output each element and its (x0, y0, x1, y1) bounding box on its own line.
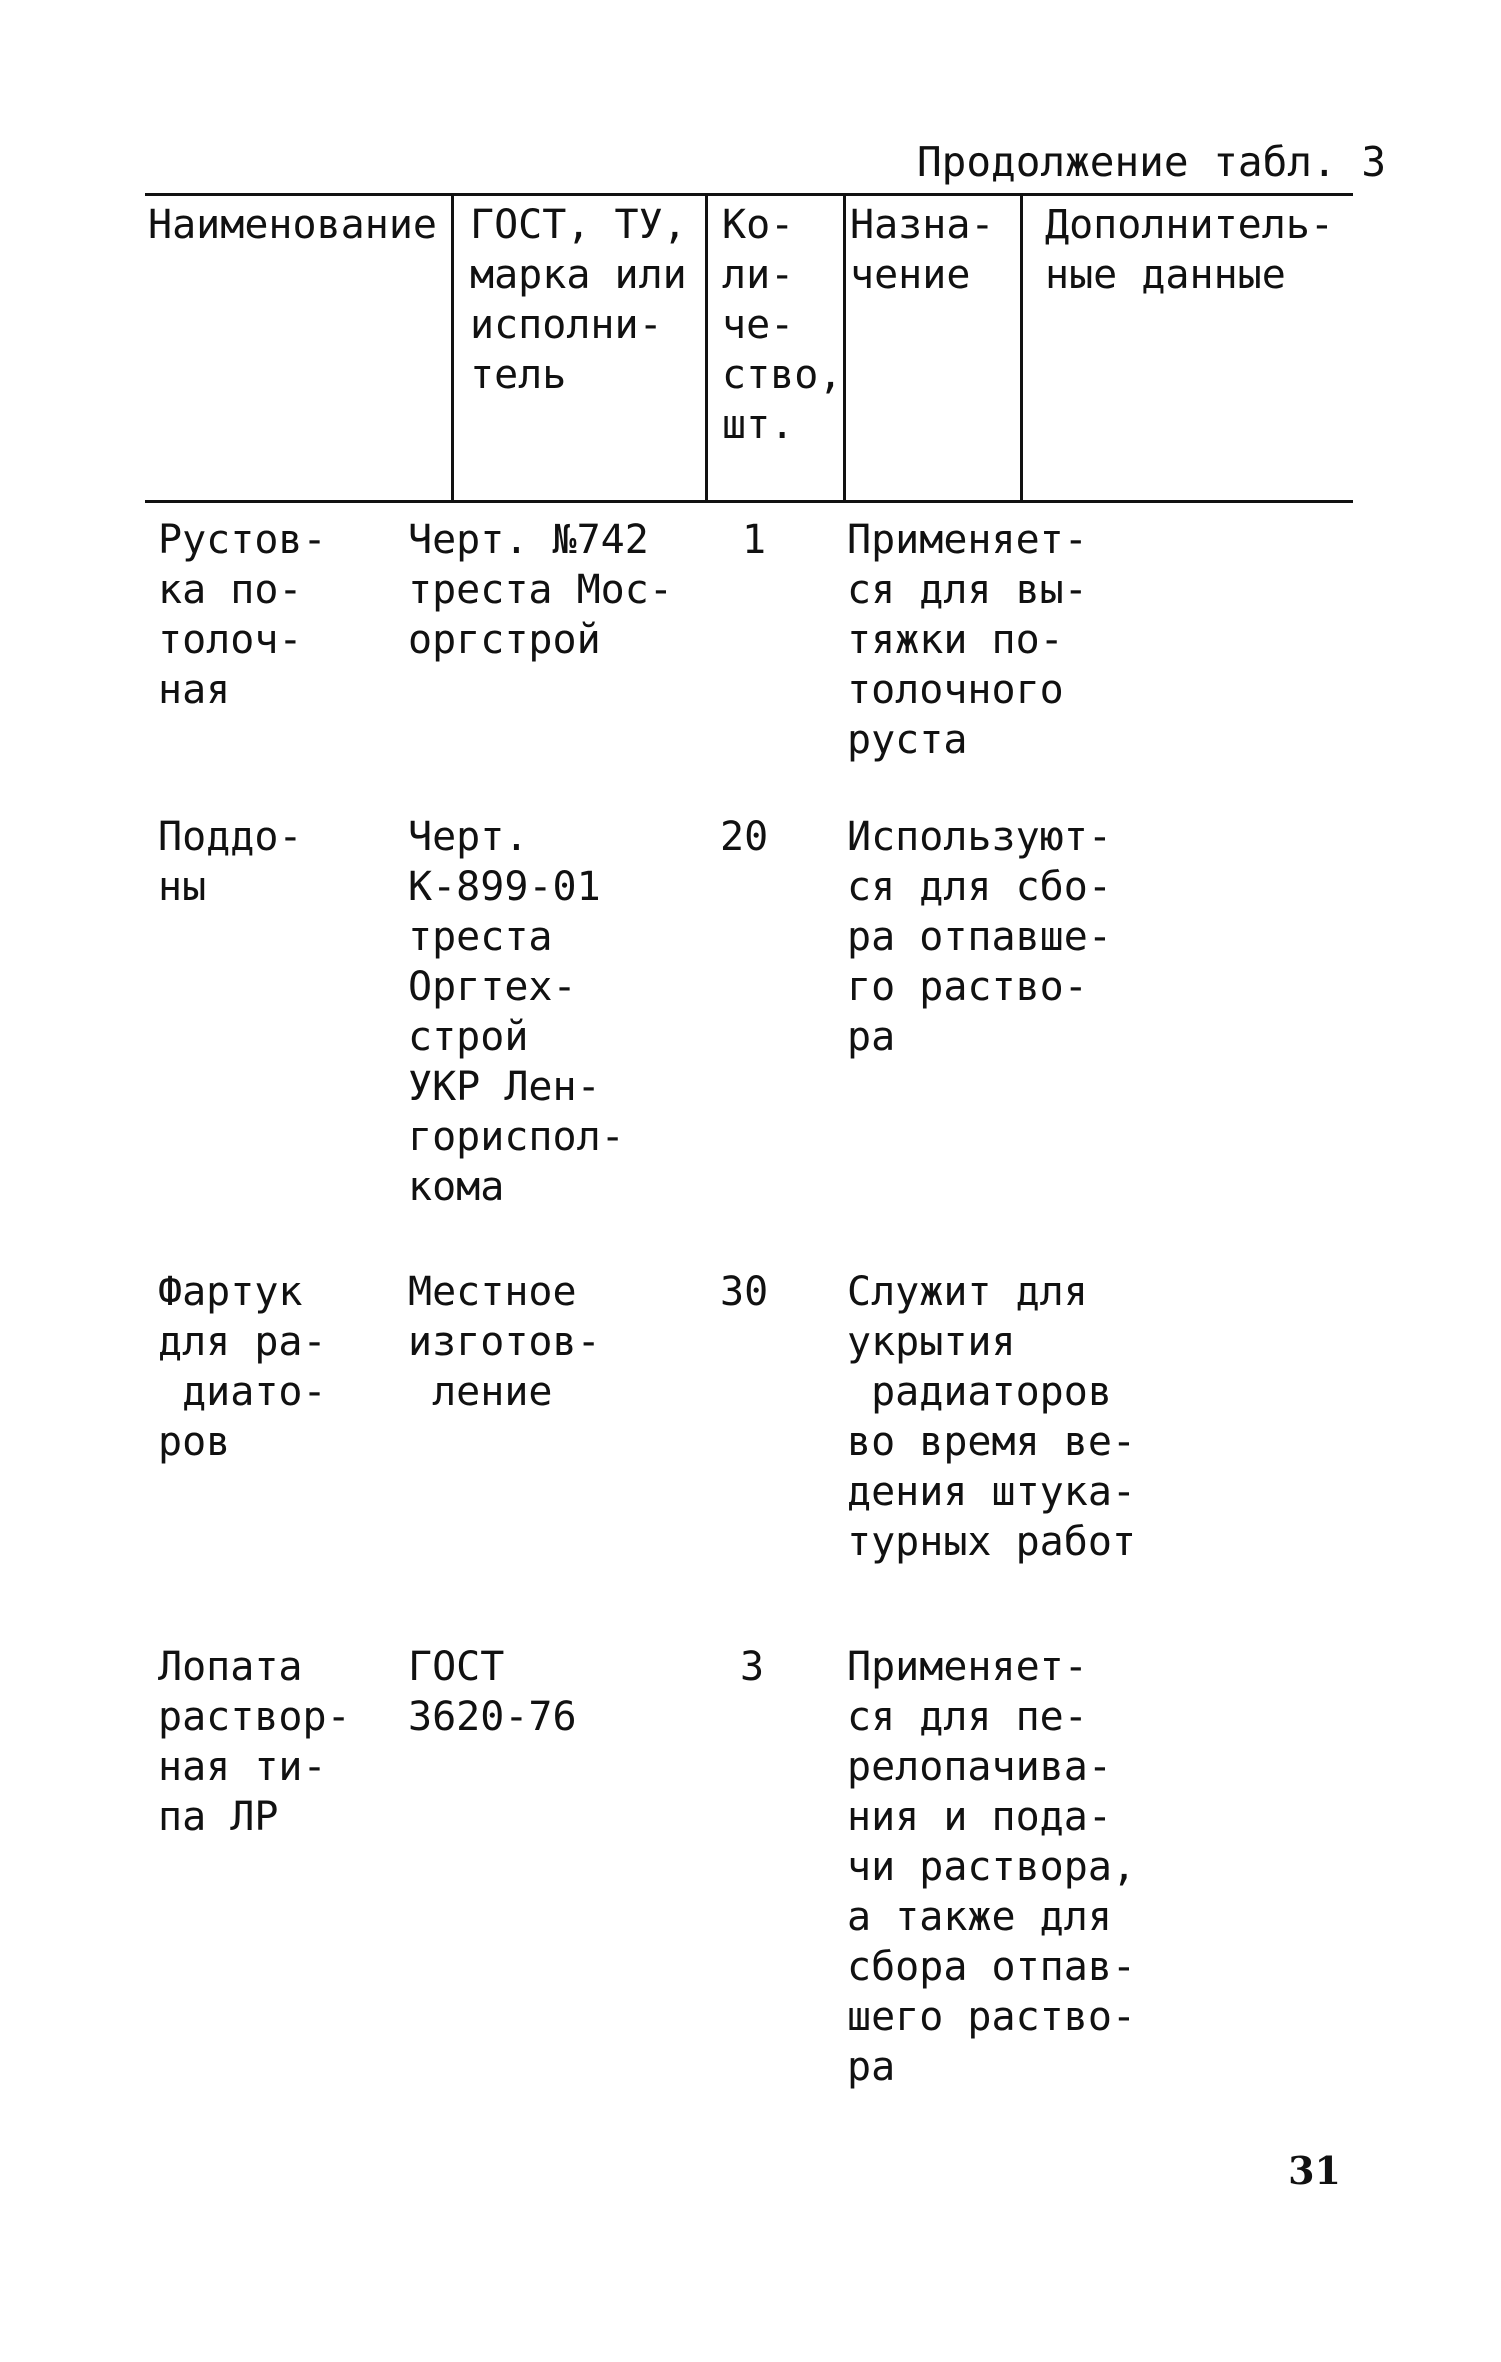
cell-purpose: Применяет- ся для пе- релопачива- ния и пода- чи раствора, а также для сбора отпав- шего раство- ра (847, 1644, 1136, 2090)
cell-name: Поддо- ны (158, 814, 303, 910)
cell-spec: Черт. №742 треста Мос- оргстрой (408, 517, 673, 663)
column-divider (1020, 195, 1023, 500)
header-purpose: Назна- чение (850, 202, 995, 298)
column-divider (843, 195, 846, 500)
column-divider (705, 195, 708, 500)
cell-spec: ГОСТ 3620-76 (408, 1644, 577, 1740)
cell-spec: Местное изготов- ление (408, 1269, 601, 1415)
cell-purpose: Используют- ся для сбо- ра отпавше- го раство- ра (847, 814, 1112, 1060)
header-name: Наименование (148, 202, 437, 248)
cell-qty: 30 (720, 1269, 769, 1315)
cell-purpose: Служит для укрытия радиаторов во время ве- дения штука- турных работ (847, 1269, 1136, 1565)
page-number: 31 (1288, 2148, 1341, 2193)
cell-qty: 20 (720, 814, 769, 860)
cell-spec: Черт. К-899-01 треста Оргтех- строй УКР Лен- гориспол- кома (408, 814, 625, 1210)
cell-name: Фартук для ра- диато- ров (158, 1269, 327, 1465)
column-divider (451, 195, 454, 500)
cell-qty: 1 (742, 517, 767, 563)
cell-qty: 3 (740, 1644, 765, 1690)
header-spec: ГОСТ, ТУ, марка или исполни- тель (470, 202, 687, 398)
header-qty: Ко- ли- че- ство, шт. (722, 202, 843, 448)
cell-name: Рустов- ка по- толоч- ная (158, 517, 327, 713)
table-top-rule (145, 193, 1353, 196)
header-bottom-rule (145, 500, 1353, 503)
header-extra: Дополнитель- ные данные (1045, 202, 1334, 298)
cell-name: Лопата раствор- ная ти- па ЛР (158, 1644, 351, 1840)
cell-purpose: Применяет- ся для вы- тяжки по- толочного руста (847, 517, 1088, 763)
table-continuation-label: Продолжение табл. 3 (917, 138, 1386, 186)
